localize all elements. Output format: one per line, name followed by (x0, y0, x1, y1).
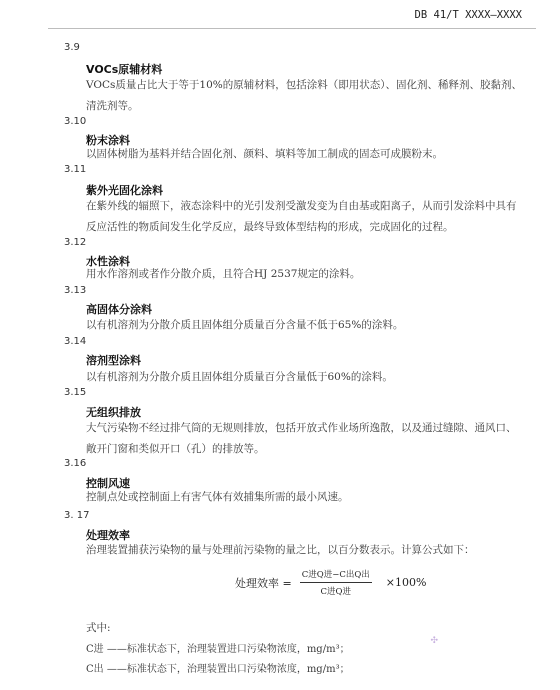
variable-definition: C进 ——标准状态下，治理装置进口污染物浓度，mg/m³； (86, 644, 350, 655)
clause-term: 紫外光固化涂料 (86, 184, 163, 197)
clause-number: 3.13 (64, 285, 87, 296)
clause-number: 3.11 (64, 164, 87, 175)
header-rule (48, 28, 536, 29)
clause-definition: VOCs质量占比大于等于10%的原辅材料，包括涂料（即用状态）、固化剂、稀释剂、胶黏剂、清洗剂等。 (86, 79, 523, 112)
clause-term: VOCs原辅材料 (86, 63, 163, 76)
clause-number: 3.12 (64, 237, 87, 248)
clause-number: 3.14 (64, 336, 87, 347)
clause-number: 3.16 (64, 458, 87, 469)
clause-definition: 治理装置捕获污染物的量与处理前污染物的量之比，以百分数表示。计算公式如下： (86, 544, 475, 556)
where-label: 式中: (86, 622, 111, 634)
clause-term: 水性涂料 (86, 255, 130, 268)
document-code: DB 41/T XXXX—XXXX (414, 9, 522, 21)
clause-definition: 以固体树脂为基料并结合固化剂、颜料、填料等加工制成的固态可成膜粉末。 (86, 148, 443, 160)
clause-definition: 用水作溶剂或者作分散介质，且符合HJ 2537规定的涂料。 (86, 268, 361, 280)
watermark-mark: ✣ (430, 636, 438, 646)
efficiency-formula (235, 568, 426, 597)
formula-multiplier: ×100% (385, 576, 427, 589)
clause-number: 3.9 (64, 42, 80, 53)
clause-definition: 大气污染物不经过排气筒的无规则排放，包括开放式作业场所逸散，以及通过缝隙、通风口、敞开门窗和类似开口（孔）的排放等。 (86, 422, 517, 455)
clause-definition: 以有机溶剂为分散介质且固体组分质量百分含量不低于65%的涂料。 (86, 319, 404, 331)
clause-term: 无组织排放 (86, 406, 141, 419)
formula-fraction (300, 568, 372, 597)
clause-number: 3.10 (64, 116, 87, 127)
clause-number: 3.15 (64, 387, 87, 398)
clause-term: 粉末涂料 (86, 134, 130, 147)
clause-term: 控制风速 (86, 477, 130, 490)
clause-definition: 以有机溶剂为分散介质且固体组分质量百分含量低于60%的涂料。 (86, 371, 393, 383)
formula-label: 处理效率 = (235, 576, 292, 590)
clause-term: 高固体分涂料 (86, 303, 152, 316)
clause-number: 3. 17 (64, 510, 90, 521)
formula-denominator: C进Q进 (320, 587, 351, 597)
clause-definition: 在紫外线的辐照下，液态涂料中的光引发剂受激发变为自由基或阳离子，从而引发涂料中具有反应活性的物质间发生化学反应，最终导致体型结构的形成，完成固化的过程。 (86, 200, 517, 233)
clause-definition: 控制点处或控制面上有害气体有效捕集所需的最小风速。 (86, 491, 349, 503)
clause-term: 处理效率 (86, 529, 130, 542)
formula-numerator: C进Q进−C出Q出 (300, 568, 372, 583)
clause-term: 溶剂型涂料 (86, 354, 141, 367)
variable-definition: C出 ——标准状态下，治理装置出口污染物浓度，mg/m³； (86, 664, 350, 675)
